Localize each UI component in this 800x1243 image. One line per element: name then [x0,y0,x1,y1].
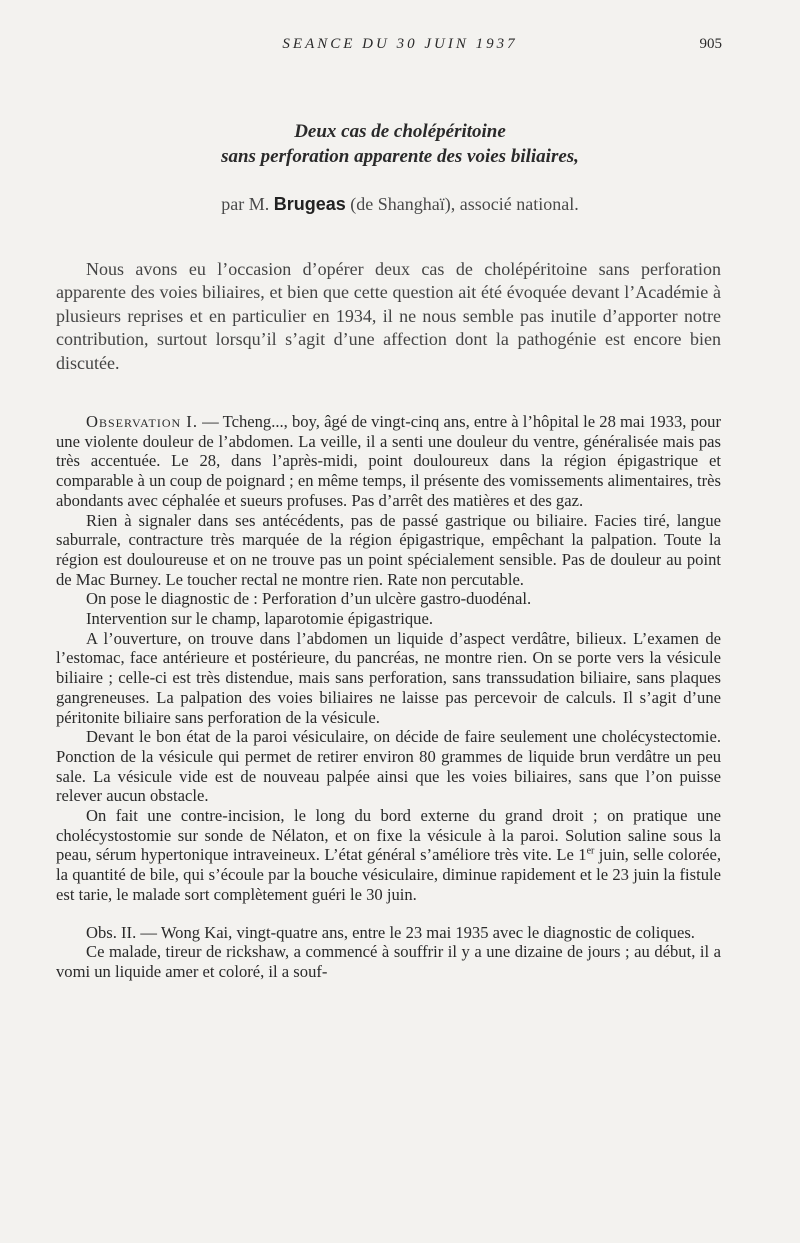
intro-paragraph: Nous avons eu l’occasion d’opérer deux cas de cholépéritoine sans perforation apparente des voies biliaires, et bien que cette question ait été évoquée devant l’Académie à plusieurs reprises et en particulier en 1934, il ne nous semble pas inutile d’apporter notre contribution, surtout lorsqu’il s’agit d’une affection dont la pathogénie est encore bien discutée. [56,259,721,373]
observation-1-intervention: Intervention sur le champ, laparotomie épigastrique. [86,609,433,629]
byline-prefix: par M. [221,194,270,214]
observation-2-label: Obs. II. [86,922,137,942]
observation-1-procedure: Devant le bon état de la paroi vésiculaire, on décide de faire seulement une cholécystectomie. Ponction de la vésicule qui permet de retirer environ 80 grammes de liquide brun verdâtre un peu sale. La vésicule vide est de nouveau palpée ainsi que les voies biliaires, sans que l’on puisse relever aucun obstacle. [56,727,721,806]
page-number: 905 [699,36,722,52]
observation-2-text: — Wong Kai, vingt-quatre ans, entre le 23 mai 1935 avec le diagnostic de coliques. [136,922,695,942]
byline [0,194,800,215]
article-title [0,119,800,169]
running-title: SEANCE DU 30 JUIN 1937 [282,36,518,52]
observation-1-label: Observation I. [86,412,198,431]
observation-2-paragraph [56,923,721,943]
author-name: Brugeas [273,194,346,214]
title-line-2: sans perforation apparente des voies biliaires, [221,146,579,167]
section-gap [56,905,721,923]
introduction [56,258,721,375]
article-body [56,412,721,982]
ordinal-superscript: er [586,845,595,857]
observation-1-text: — Tcheng..., boy, âgé de vingt-cinq ans, entre à l’hôpital le 28 mai 1933, pour une violente douleur de l’abdomen. La veille, il a senti une douleur du ventre, généralisée mais pas très accentuée. Le 28, dans l’après-midi, point douloureux dans la région épigastrique et comparable à un coup de poignard ; en même temps, il présente des vomissements alimentaires, très abondants avec céphalée et sueurs profuses. Pas d’arrêt des matières et des gaz. [56,412,721,510]
observation-2-history: Ce malade, tireur de rickshaw, a commencé à souffrir il y a une dizaine de jours ; au début, il a vomi un liquide amer et coloré, il a souf- [56,942,721,981]
outcome-text-b: juin, selle colorée, la quantité de bile, qui s’écoule par la bouche vésiculaire, diminue rapidement et le 23 juin la fistule est tarie, le malade sort complètement guéri le 30 juin. [56,845,721,904]
observation-1-paragraph [56,412,721,511]
observation-1-history: Rien à signaler dans ses antécédents, pas de passé gastrique ou biliaire. Facies tiré, langue saburrale, contracture très marquée de la région épigastrique, empêchant la palpation. Toute la région est douloureuse et on ne trouve pas un point spécialement sensible. Pas de douleur au point de Mac Burney. Le toucher rectal ne montre rien. Rate non percutable. [56,510,721,589]
observation-1-outcome [56,806,721,905]
observation-1-diagnosis: On pose le diagnostic de : Perforation d’un ulcère gastro-duodénal. [86,589,532,609]
observation-1-findings: A l’ouverture, on trouve dans l’abdomen un liquide d’aspect verdâtre, bilieux. L’examen de l’estomac, face antérieure et postérieure, du pancréas, ne montre rien. On se porte vers la vésicule biliaire ; celle-ci est très distendue, mais sans perforation, sans transsudation biliaire, sans plaques gangreneuses. La palpation des voies biliaires ne laisse pas percevoir de calculs. Il s’agit d’une péritonite biliaire sans perforation de la vésicule. [56,628,721,727]
outcome-text-a: On fait une contre-incision, le long du bord externe du grand droit ; on pratique une cholécystostomie sur sonde de Nélaton, et on fixe la vésicule à la paroi. Solution saline sous la peau, sérum hypertonique intraveineux. L’état général s’améliore très vite. Le 1 [56,806,721,865]
byline-affiliation: (de Shanghaï), associé national. [350,194,579,214]
title-line-1: Deux cas de cholépéritoine [294,121,506,142]
